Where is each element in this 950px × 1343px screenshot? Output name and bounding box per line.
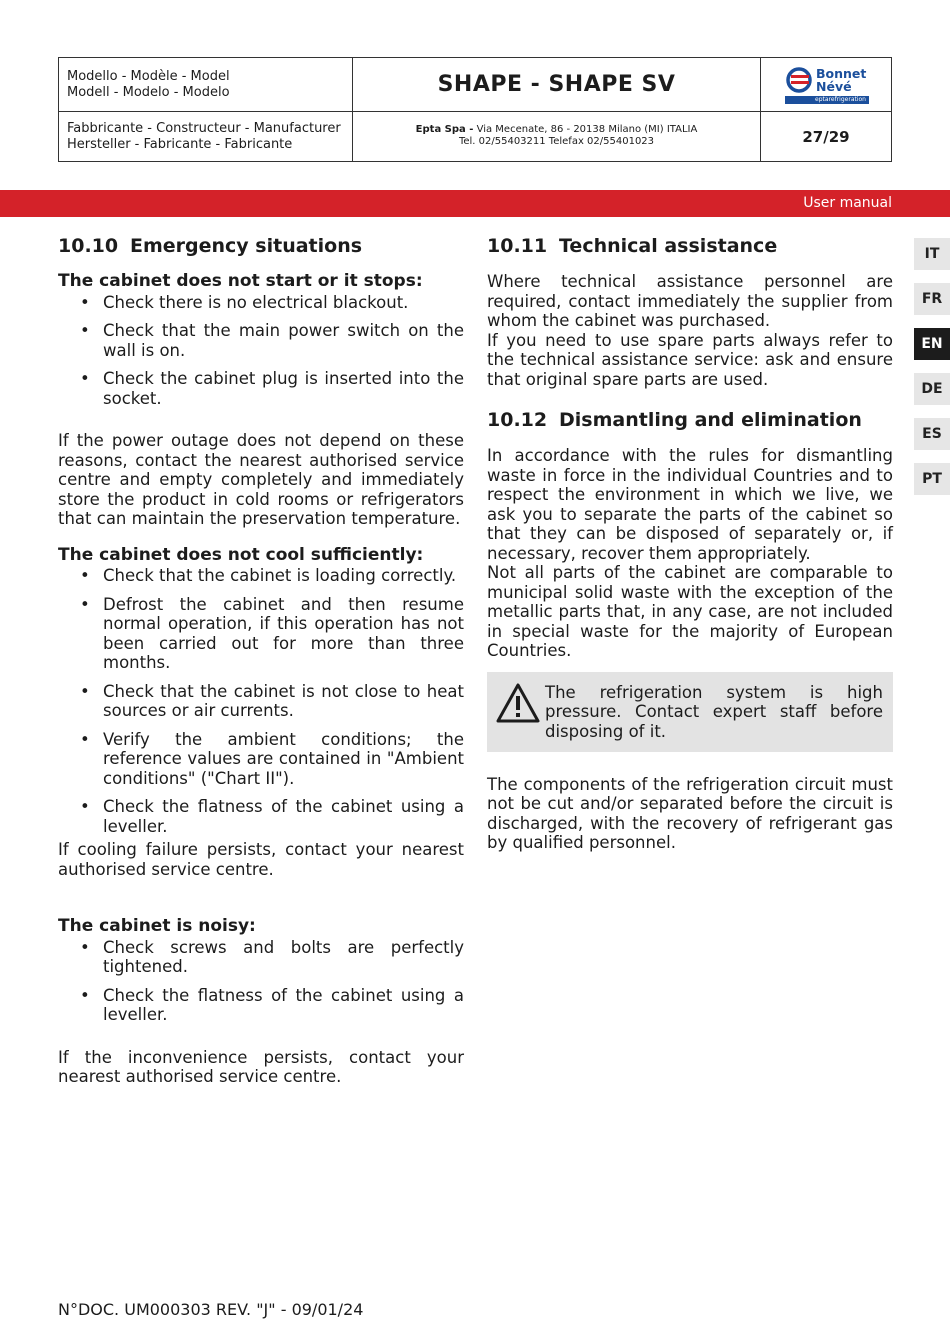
section-banner (0, 190, 950, 217)
company-contacts: Tel. 02/55403211 Telefax 02/55401023 (458, 136, 655, 147)
right-column (487, 234, 893, 853)
brand-logo-cell (761, 58, 891, 112)
issue-title-not-start: The cabinet does not start or it stops: (58, 271, 423, 291)
list-item: • Defrost the cabinet and then resume normal operation, if this operation has not been carried out for more than three months. (58, 595, 464, 673)
left-column (58, 234, 464, 1087)
lang-tab-es[interactable]: ES (914, 418, 950, 450)
logo-mark-icon (785, 66, 815, 94)
section-heading-10-12: 10.12 Dismantling and elimination (487, 409, 862, 431)
list-item: • Check the cabinet plug is inserted into the socket. (58, 369, 464, 408)
warning-box (487, 672, 893, 752)
checklist-not-cool (58, 566, 464, 836)
list-item: • Check that the main power switch on the wall is on. (58, 321, 464, 360)
document-header (58, 57, 892, 162)
section-heading-10-11: 10.11 Technical assistance (487, 235, 778, 257)
paragraph-power-outage: If the power outage does not depend on these reasons, contact the nearest authorised service centre and empty completely and immediately store the product in cold rooms or refrigerators that can maintain the preservation temperature. (58, 431, 464, 528)
issue-title-not-cool: The cabinet does not cool sufficiently: (58, 544, 424, 565)
lang-tab-it[interactable]: IT (914, 238, 950, 270)
company-name: Epta Spa - (415, 124, 474, 135)
list-item: • Check the flatness of the cabinet using a leveller. (58, 797, 464, 836)
paragraph-assistance-1: Where technical assistance personnel are required, contact immediately the supplier from whom the cabinet was purchased. (487, 272, 893, 330)
warning-triangle-icon (495, 682, 541, 724)
warning-text: The refrigeration system is high pressure. Contact expert staff before disposing of it. (545, 682, 883, 741)
logo-subtitle: eptarefrigeration (785, 96, 869, 104)
list-item: • Check that the cabinet is not close to heat sources or air currents. (58, 682, 464, 721)
model-name: SHAPE - SHAPE SV (353, 58, 761, 112)
section-heading-10-10: 10.10 Emergency situations (58, 235, 363, 257)
lang-tab-en[interactable]: EN (914, 328, 950, 360)
manufacturer-label: Fabbricante - Constructeur - Manufacturer Hersteller - Fabricante - Fabricante (59, 112, 353, 161)
checklist-noisy (58, 938, 464, 1025)
page-number: 27/29 (802, 127, 850, 146)
manufacturer-info (353, 112, 761, 161)
paragraph-cooling-failure: If cooling failure persists, contact your nearest authorised service centre. (58, 840, 464, 879)
lang-tab-pt[interactable]: PT (914, 463, 950, 495)
paragraph-dismantling-1: In accordance with the rules for dismantling waste in force in the individual Countries and to respect the environment in which we live, we ask you to separate the parts of the cabinet so that they can be disposed of separately or, if necessary, recover them appropriately. (487, 446, 893, 563)
lang-tab-fr[interactable]: FR (914, 283, 950, 315)
paragraph-assistance-2: If you need to use spare parts always refer to the technical assistance service: ask and ensure that original spare parts are used. (487, 330, 893, 389)
paragraph-components: The components of the refrigeration circuit must not be cut and/or separated before the circuit is discharged, with the recovery of refrigerant gas by qualified personnel. (487, 774, 893, 852)
list-item: • Check that the cabinet is loading correctly. (58, 566, 464, 586)
list-item: • Verify the ambient conditions; the reference values are contained in "Ambient conditions" ("Chart II"). (58, 730, 464, 789)
lang-tab-de[interactable]: DE (914, 373, 950, 405)
list-item: • Check screws and bolts are perfectly tightened. (58, 938, 464, 977)
model-label: Modello - Modèle - Model Modell - Modelo - Modelo (59, 58, 353, 112)
list-item: • Check the flatness of the cabinet using a leveller. (58, 986, 464, 1025)
checklist-not-start (58, 293, 464, 409)
banner-label: User manual (803, 195, 892, 211)
bonnet-neve-logo (785, 66, 871, 106)
paragraph-dismantling-2: Not all parts of the cabinet are comparable to municipal solid waste with the exception of the metallic parts that, in any case, are not included in special waste for the majority of European Countries. (487, 563, 893, 660)
issue-title-noisy: The cabinet is noisy: (58, 916, 256, 936)
logo-text: Bonnet Névé (816, 66, 867, 94)
document-reference: N°DOC. UM000303 REV. "J" - 09/01/24 (58, 1300, 364, 1319)
paragraph-inconvenience: If the inconvenience persists, contact your nearest authorised service centre. (58, 1047, 464, 1086)
company-address: Via Mecenate, 86 - 20138 Milano (MI) ITALIA (473, 124, 698, 135)
list-item: • Check there is no electrical blackout. (58, 293, 464, 313)
